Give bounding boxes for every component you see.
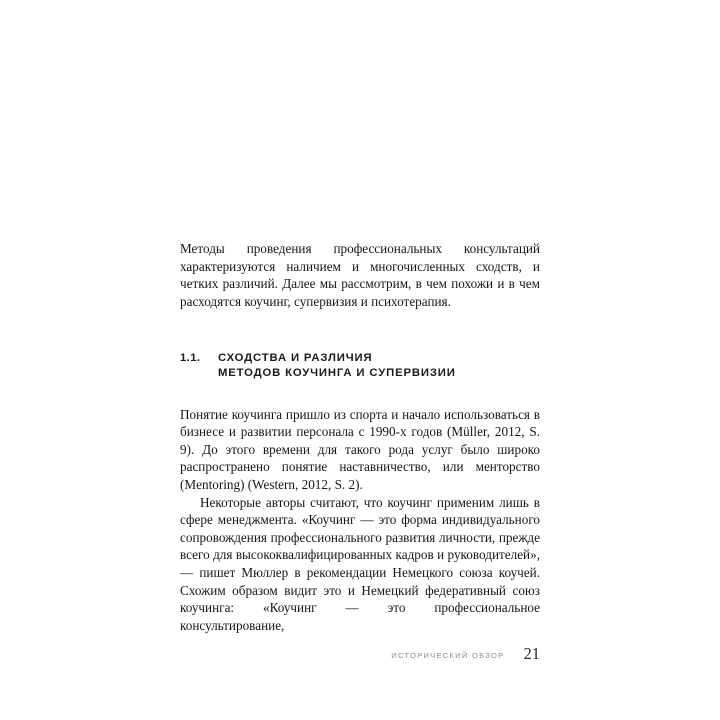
section-title bbox=[218, 351, 540, 380]
section-title-line-2: МЕТОДОВ КОУЧИНГА И СУПЕРВИЗИИ bbox=[218, 366, 456, 379]
body-paragraph-1: Понятие коучинга пришло из спорта и начало использоваться в бизнесе и развитии персонала с 1990-х годов (Müller, 2012, S. 9). До этого времени для такого рода услуг было широко распространено понятие наставничество, или менторство (Mentoring) (Western, 2012, S. 2). bbox=[180, 406, 540, 492]
body-paragraph-2: Некоторые авторы считают, что коучинг применим лишь в сфере менеджмента. «Коучинг — это форма индивидуального сопровождения профессионального развития личности, прежде всего для высококвалифицированных кадров и руководителей», — пишет Мюллер в рекомендации Немецкого союза коучей. Схожим образом видит это и Немецкий федеративный союз коучинга: «Коучинг — это профессиональное консультирование, bbox=[180, 494, 540, 633]
page-footer bbox=[180, 644, 540, 666]
section-number: 1.1. bbox=[180, 352, 201, 365]
intro-paragraph: Методы проведения профессиональных консультаций характеризуются наличием и многочисленных сходств, и четких различий. Далее мы рассмотрим, в чем похожи и в чем расходятся коучинг, супервизия и психотерапия. bbox=[180, 241, 540, 309]
section-title-line-1: СХОДСТВА И РАЗЛИЧИЯ bbox=[218, 352, 373, 365]
section-heading bbox=[180, 351, 540, 380]
running-head: ИСТОРИЧЕСКИЙ ОБЗОР bbox=[391, 651, 505, 660]
text-column bbox=[180, 240, 540, 634]
page-number: 21 bbox=[523, 644, 540, 663]
